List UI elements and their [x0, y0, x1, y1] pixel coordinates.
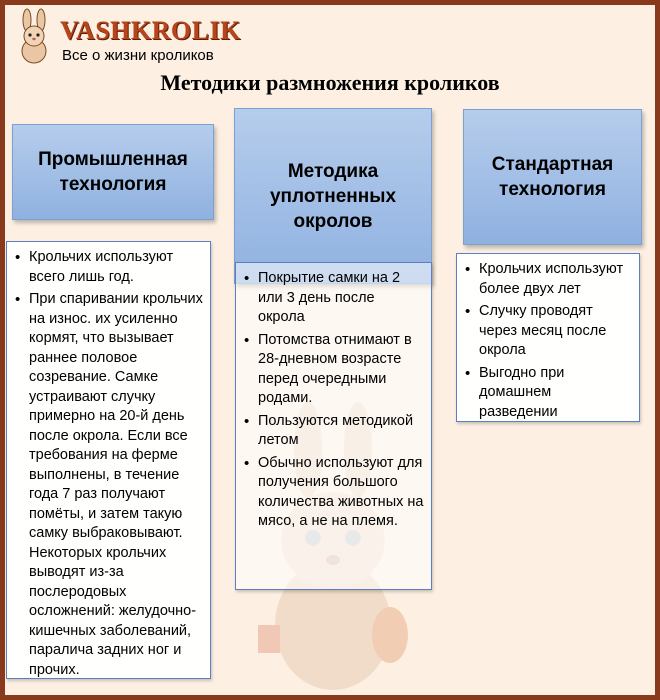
- list-item: • Потомства отнимают в 28-дневном возрасте перед очередными родами.: [242, 331, 425, 409]
- list-item: • Крольчих используют всего лишь год.: [13, 248, 204, 287]
- list-item: • Покрытие самки на 2 или 3 день после окрола: [242, 269, 425, 328]
- bullet-list: [242, 269, 425, 532]
- header-industrial-technology: [12, 124, 214, 220]
- site-logo[interactable]: [12, 8, 652, 64]
- list-item: • Крольчих используют более двух лет: [463, 260, 633, 299]
- header-label: Промышленная технология: [38, 149, 188, 195]
- list-item: • Случку проводят через месяц после окрола: [463, 302, 633, 361]
- header-label: Стандартная технология: [491, 154, 614, 200]
- page-title: Методики размножения кроликов: [160, 70, 500, 95]
- logo-subtitle: Все о жизни кроликов: [62, 47, 214, 64]
- bullet-list: [13, 248, 204, 680]
- details-standard-technology: [456, 253, 640, 422]
- list-item: • При спаривании крольчих на износ. их усиленно кормят, что вызывает раннее половое созревание. Самке устраивают случку примерно на 20-й день после окрола. Если все требования на ферме выполнены, в течение года 7 раз получают помёты, и затем такую самку выбраковывают. Некоторых крольчих выводят из-за послеродовых осложнений: желудочно-кишечных заболеваний, паралича задних ног и прочих.: [13, 290, 204, 680]
- header-compact-kindling-method: [234, 108, 432, 284]
- header-label: Методика уплотненных окролов: [269, 160, 397, 232]
- details-compact-kindling-method: [235, 262, 432, 590]
- list-item: • Обычно используют для получения большого количества животных на мясо, а не на племя.: [242, 454, 425, 532]
- logo-title: VASHKROLIK: [60, 16, 241, 45]
- header-standard-technology: [463, 109, 642, 245]
- details-industrial-technology: [6, 241, 211, 679]
- list-item: • Пользуются методикой летом: [242, 412, 425, 451]
- rabbit-logo-icon: [12, 8, 58, 64]
- list-item: • Выгодно при домашнем разведении: [463, 364, 633, 423]
- bullet-list: [463, 260, 633, 422]
